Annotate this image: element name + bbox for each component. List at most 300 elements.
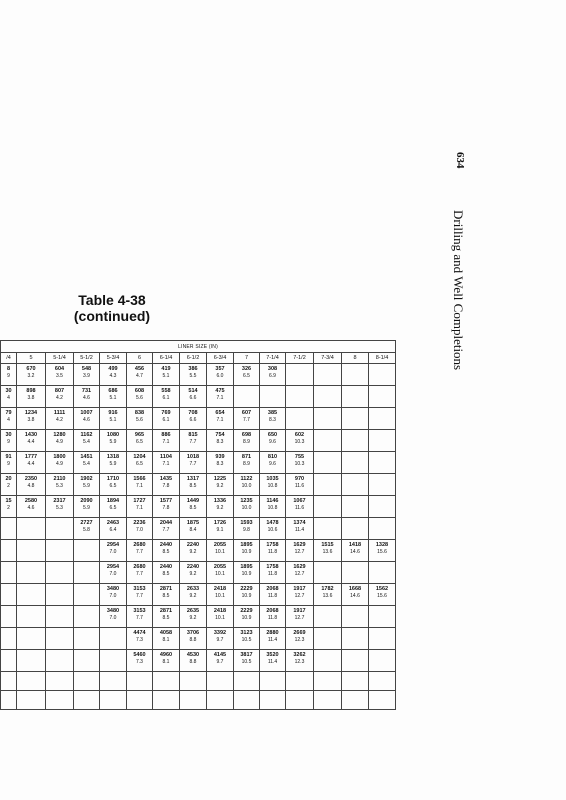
table-cell [314, 452, 342, 474]
table-row [1, 650, 396, 672]
table-cell [74, 584, 100, 606]
cell-subvalue: 10.9 [241, 571, 252, 577]
table-cell [369, 628, 396, 650]
cell-subvalue: 4.6 [83, 395, 90, 401]
column-header: 8 [342, 353, 369, 364]
cell-value: 1917 [293, 586, 306, 592]
table-cell [17, 606, 46, 628]
column-header: 6 [127, 353, 153, 364]
table-cell [207, 430, 234, 452]
cell-value: 1451 [80, 454, 93, 460]
cell-value: 1235 [240, 498, 253, 504]
table-cell [100, 606, 127, 628]
cell-value: 1902 [80, 476, 93, 482]
cell-value: 1577 [159, 498, 173, 504]
cell-subvalue: 9.8 [243, 527, 250, 533]
table-cell [17, 650, 46, 672]
cell-subvalue: 4 [7, 417, 10, 423]
table-cell [1, 386, 17, 408]
table-cell [17, 452, 46, 474]
cell-value: 4474 [133, 630, 146, 636]
table-cell [180, 584, 207, 606]
table-row [1, 518, 396, 540]
cell-value: 1800 [53, 454, 66, 460]
cell-subvalue: 11.8 [267, 549, 278, 555]
cell-value: 916 [108, 410, 118, 416]
cell-subvalue: 9.2 [216, 483, 224, 489]
cell-value: 3520 [266, 652, 279, 658]
cell-value: 1758 [266, 542, 279, 548]
cell-subvalue: 10.5 [241, 659, 252, 665]
cell-subvalue: 15.6 [377, 549, 387, 555]
cell-value: 898 [26, 388, 36, 394]
table-cell [74, 650, 100, 672]
cell-subvalue: 10.1 [215, 593, 225, 599]
table-cell [1, 628, 17, 650]
table-row [1, 606, 396, 628]
cell-value: 2440 [159, 542, 173, 548]
cell-value: 2229 [240, 608, 253, 614]
table-cell [74, 518, 100, 540]
table-cell [74, 452, 100, 474]
table-cell [314, 364, 342, 386]
cell-value: 1777 [24, 454, 38, 460]
table-cell [260, 452, 286, 474]
cell-value: 1758 [266, 564, 279, 570]
cell-subvalue: 9.2 [189, 615, 197, 621]
table-cell [369, 562, 396, 584]
cell-subvalue: 7.1 [216, 395, 224, 401]
cell-value: 1562 [375, 586, 389, 592]
cell-subvalue: 6.6 [189, 417, 197, 423]
empty-cell [260, 672, 286, 691]
empty-cell [180, 672, 207, 691]
cell-subvalue: 8.9 [243, 439, 250, 445]
table-cell [46, 496, 74, 518]
column-header: 5-3/4 [100, 353, 127, 364]
table-cell [180, 452, 207, 474]
cell-subvalue: 5.9 [109, 461, 117, 467]
cell-subvalue: 4.2 [56, 395, 63, 401]
cell-value: 2680 [133, 564, 146, 570]
table-cell [100, 584, 127, 606]
cell-subvalue: 4.4 [27, 461, 35, 467]
cell-value: 386 [188, 366, 198, 372]
cell-value: 2635 [186, 608, 200, 614]
cell-value: 91 [5, 454, 12, 460]
table-cell [153, 364, 180, 386]
empty-cell [314, 691, 342, 710]
cell-value: 2954 [106, 564, 120, 570]
liner-size-header: LINER SIZE (IN) [1, 341, 396, 353]
table-cell [153, 496, 180, 518]
table-cell [207, 628, 234, 650]
table-cell [74, 430, 100, 452]
cell-subvalue: 8.8 [189, 637, 197, 643]
table-cell [1, 430, 17, 452]
cell-subvalue: 6.0 [216, 373, 224, 379]
cell-subvalue: 13.6 [322, 549, 333, 555]
cell-value: 939 [215, 454, 225, 460]
table-cell [314, 474, 342, 496]
cell-value: 698 [241, 432, 252, 438]
cell-value: 456 [134, 366, 145, 372]
table-cell [17, 628, 46, 650]
cell-value: 807 [54, 388, 65, 394]
cell-value: 357 [215, 366, 225, 372]
cell-subvalue: 7.7 [136, 593, 143, 599]
table-cell [234, 364, 260, 386]
table-cell [100, 474, 127, 496]
empty-cell [286, 672, 314, 691]
cell-subvalue: 8.5 [189, 505, 197, 511]
cell-value: 731 [81, 388, 92, 394]
cell-value: 815 [188, 432, 198, 438]
table-cell [314, 386, 342, 408]
cell-subvalue: 8.5 [162, 615, 170, 621]
table-cell [127, 650, 153, 672]
table-cell [1, 540, 17, 562]
cell-subvalue: 5.5 [189, 373, 197, 379]
cell-value: 1146 [266, 498, 279, 504]
table-row [1, 584, 396, 606]
empty-cell [17, 672, 46, 691]
cell-subvalue: 3.5 [56, 373, 63, 379]
cell-value: 670 [26, 366, 36, 372]
cell-subvalue: 4.7 [136, 373, 143, 379]
cell-value: 3153 [133, 608, 146, 614]
cell-value: 4145 [213, 652, 227, 658]
cell-subvalue: 3.8 [27, 417, 35, 423]
cell-subvalue: 4.9 [56, 439, 63, 445]
cell-value: 608 [134, 388, 145, 394]
cell-subvalue: 7.7 [189, 439, 197, 445]
table-cell [180, 606, 207, 628]
cell-subvalue: 11.8 [267, 571, 278, 577]
empty-cell [369, 691, 396, 710]
cell-subvalue: 7.3 [136, 659, 143, 665]
table-cell [46, 386, 74, 408]
table-cell [260, 430, 286, 452]
cell-value: 1007 [80, 410, 93, 416]
table-cell [207, 650, 234, 672]
table-cell [180, 518, 207, 540]
cell-value: 1162 [80, 432, 93, 438]
table-cell [286, 650, 314, 672]
column-header: 5-1/4 [46, 353, 74, 364]
cell-subvalue: 6.9 [269, 373, 276, 379]
empty-cell [207, 672, 234, 691]
table-cell [127, 584, 153, 606]
cell-subvalue: 10.8 [267, 505, 278, 511]
cell-subvalue: 6.1 [162, 395, 170, 401]
cell-value: 2240 [186, 564, 200, 570]
cell-subvalue: 4.9 [56, 461, 63, 467]
column-header: /4 [1, 353, 17, 364]
cell-value: 3817 [240, 652, 253, 658]
cell-subvalue: 8.1 [162, 637, 170, 643]
cell-subvalue: 8.3 [216, 461, 224, 467]
table-cell [17, 518, 46, 540]
table-cell [314, 650, 342, 672]
cell-subvalue: 6.5 [243, 373, 250, 379]
table-cell [342, 430, 369, 452]
cell-subvalue: 9.2 [189, 549, 197, 555]
cell-value: 2236 [133, 520, 146, 526]
table-title [72, 292, 152, 324]
table-cell [314, 540, 342, 562]
table-cell [234, 386, 260, 408]
table-cell [180, 628, 207, 650]
table-cell [100, 540, 127, 562]
table-row [1, 386, 396, 408]
table-cell [46, 452, 74, 474]
table-cell [369, 364, 396, 386]
table-title-line1: Table 4-38 [78, 292, 146, 308]
table-cell [46, 562, 74, 584]
table-cell [260, 496, 286, 518]
table-cell [1, 496, 17, 518]
empty-cell [342, 691, 369, 710]
column-header: 7-1/2 [286, 353, 314, 364]
cell-subvalue: 5.6 [136, 395, 143, 401]
cell-subvalue: 8.5 [162, 593, 170, 599]
cell-subvalue: 2 [7, 505, 10, 511]
table-cell [180, 650, 207, 672]
cell-value: 475 [215, 388, 225, 394]
table-cell [369, 474, 396, 496]
cell-value: 2068 [266, 608, 279, 614]
cell-subvalue: 4.3 [109, 373, 117, 379]
column-header: 7-1/4 [260, 353, 286, 364]
cell-value: 1018 [186, 454, 200, 460]
cell-value: 2229 [240, 586, 253, 592]
empty-cell [234, 672, 260, 691]
cell-value: 3480 [106, 608, 120, 614]
table-cell [207, 408, 234, 430]
cell-value: 602 [294, 432, 305, 438]
table-cell [100, 408, 127, 430]
cell-value: 2954 [106, 542, 120, 548]
table-cell [100, 496, 127, 518]
cell-subvalue: 12.7 [294, 615, 305, 621]
table-cell [234, 628, 260, 650]
cell-subvalue: 8.1 [162, 659, 170, 665]
table-cell [314, 562, 342, 584]
table-cell [153, 650, 180, 672]
table-cell [286, 540, 314, 562]
cell-subvalue: 7.7 [189, 461, 197, 467]
cell-value: 2440 [159, 564, 173, 570]
cell-value: 30 [5, 432, 12, 438]
table-cell [342, 628, 369, 650]
cell-value: 769 [161, 410, 171, 416]
cell-value: 2727 [80, 520, 93, 526]
table-cell [180, 364, 207, 386]
page-number: 634 [454, 152, 466, 169]
cell-subvalue: 5.4 [83, 461, 90, 467]
table-cell [153, 518, 180, 540]
table-cell [314, 518, 342, 540]
table-cell [74, 496, 100, 518]
table-cell [153, 408, 180, 430]
cell-subvalue: 15.6 [377, 593, 387, 599]
empty-cell [207, 691, 234, 710]
cell-subvalue: 9.2 [189, 571, 197, 577]
table-cell [286, 386, 314, 408]
table-cell [342, 584, 369, 606]
table-cell [17, 540, 46, 562]
liner-size-table [0, 340, 396, 710]
table-cell [46, 474, 74, 496]
cell-value: 558 [161, 388, 171, 394]
cell-subvalue: 6.1 [162, 417, 170, 423]
table-cell [286, 562, 314, 584]
cell-value: 1478 [266, 520, 279, 526]
table-title-line2: (continued) [73, 308, 151, 324]
cell-value: 2350 [24, 476, 38, 482]
table-cell [1, 518, 17, 540]
cell-subvalue: 12.7 [294, 571, 305, 577]
column-header: 8-1/4 [369, 353, 396, 364]
table-cell [260, 518, 286, 540]
cell-subvalue: 11.4 [267, 659, 278, 665]
cell-value: 2580 [24, 498, 38, 504]
cell-value: 1895 [240, 542, 253, 548]
table-row [1, 496, 396, 518]
cell-subvalue: 10.9 [241, 615, 252, 621]
table-cell [127, 562, 153, 584]
cell-value: 1515 [321, 542, 334, 548]
cell-value: 1435 [159, 476, 173, 482]
cell-subvalue: 7.0 [136, 527, 143, 533]
table-cell [153, 452, 180, 474]
cell-value: 755 [294, 454, 305, 460]
table-cell [46, 408, 74, 430]
cell-value: 4960 [159, 652, 173, 658]
cell-subvalue: 10.8 [267, 483, 278, 489]
cell-subvalue: 12.3 [294, 637, 305, 643]
table-cell [1, 606, 17, 628]
table-cell [100, 430, 127, 452]
table-cell [369, 540, 396, 562]
cell-value: 2418 [213, 608, 227, 614]
table-cell [234, 518, 260, 540]
cell-value: 1317 [186, 476, 200, 482]
table-cell [180, 496, 207, 518]
cell-value: 1318 [106, 454, 120, 460]
table-cell [46, 518, 74, 540]
cell-value: 3706 [186, 630, 200, 636]
table-cell [180, 474, 207, 496]
cell-value: 1430 [24, 432, 38, 438]
cell-value: 2463 [106, 520, 120, 526]
cell-subvalue: 7.1 [136, 483, 143, 489]
table-cell [180, 386, 207, 408]
cell-value: 30 [5, 388, 12, 394]
table-cell [17, 474, 46, 496]
empty-cell [100, 672, 127, 691]
cell-value: 2055 [213, 542, 227, 548]
cell-subvalue: 8.9 [243, 461, 250, 467]
cell-subvalue: 11.8 [267, 615, 278, 621]
cell-subvalue: 14.6 [350, 549, 360, 555]
cell-subvalue: 10.0 [241, 483, 252, 489]
empty-cell [234, 691, 260, 710]
cell-subvalue: 4.4 [27, 439, 35, 445]
cell-subvalue: 5.3 [56, 483, 63, 489]
cell-subvalue: 7.8 [162, 483, 170, 489]
empty-cell [369, 672, 396, 691]
table-cell [286, 496, 314, 518]
cell-subvalue: 10.1 [215, 571, 225, 577]
cell-subvalue: 10.6 [267, 527, 278, 533]
cell-subvalue: 8.3 [216, 439, 224, 445]
cell-value: 2044 [159, 520, 173, 526]
cell-value: 2055 [213, 564, 227, 570]
table-cell [127, 628, 153, 650]
table-cell [234, 474, 260, 496]
cell-subvalue: 9.2 [189, 593, 197, 599]
table-cell [74, 606, 100, 628]
cell-subvalue: 3.2 [27, 373, 35, 379]
cell-value: 4058 [159, 630, 173, 636]
table-cell [46, 364, 74, 386]
cell-subvalue: 4.2 [56, 417, 63, 423]
table-cell [369, 386, 396, 408]
cell-value: 3392 [213, 630, 227, 636]
cell-value: 1035 [266, 476, 279, 482]
cell-subvalue: 5.4 [83, 439, 90, 445]
table-cell [260, 386, 286, 408]
cell-subvalue: 3.9 [83, 373, 90, 379]
table-cell [17, 364, 46, 386]
table-cell [74, 540, 100, 562]
cell-subvalue: 7.0 [109, 593, 117, 599]
table-cell [127, 364, 153, 386]
running-title: Drilling and Well Completions [451, 210, 466, 371]
table-cell [260, 540, 286, 562]
column-header: 5-1/2 [74, 353, 100, 364]
cell-value: 2871 [159, 608, 173, 614]
empty-cell [286, 691, 314, 710]
cell-subvalue: 7.7 [136, 571, 143, 577]
cell-value: 871 [241, 454, 252, 460]
cell-value: 1080 [106, 432, 120, 438]
cell-subvalue: 11.6 [294, 505, 305, 511]
empty-cell [46, 691, 74, 710]
table-cell [369, 408, 396, 430]
cell-subvalue: 4.6 [27, 505, 35, 511]
table-row [1, 540, 396, 562]
table-cell [286, 518, 314, 540]
table-cell [46, 430, 74, 452]
cell-subvalue: 9 [7, 439, 10, 445]
table-cell [46, 628, 74, 650]
table-cell [342, 408, 369, 430]
table-cell [127, 474, 153, 496]
cell-value: 2317 [53, 498, 66, 504]
table-cell [153, 540, 180, 562]
cell-value: 838 [134, 410, 145, 416]
table-row [1, 408, 396, 430]
table-cell [234, 650, 260, 672]
cell-value: 1875 [186, 520, 200, 526]
column-header: 6-1/2 [180, 353, 207, 364]
table-cell [180, 562, 207, 584]
cell-subvalue: 9 [7, 373, 10, 379]
cell-value: 3123 [240, 630, 253, 636]
